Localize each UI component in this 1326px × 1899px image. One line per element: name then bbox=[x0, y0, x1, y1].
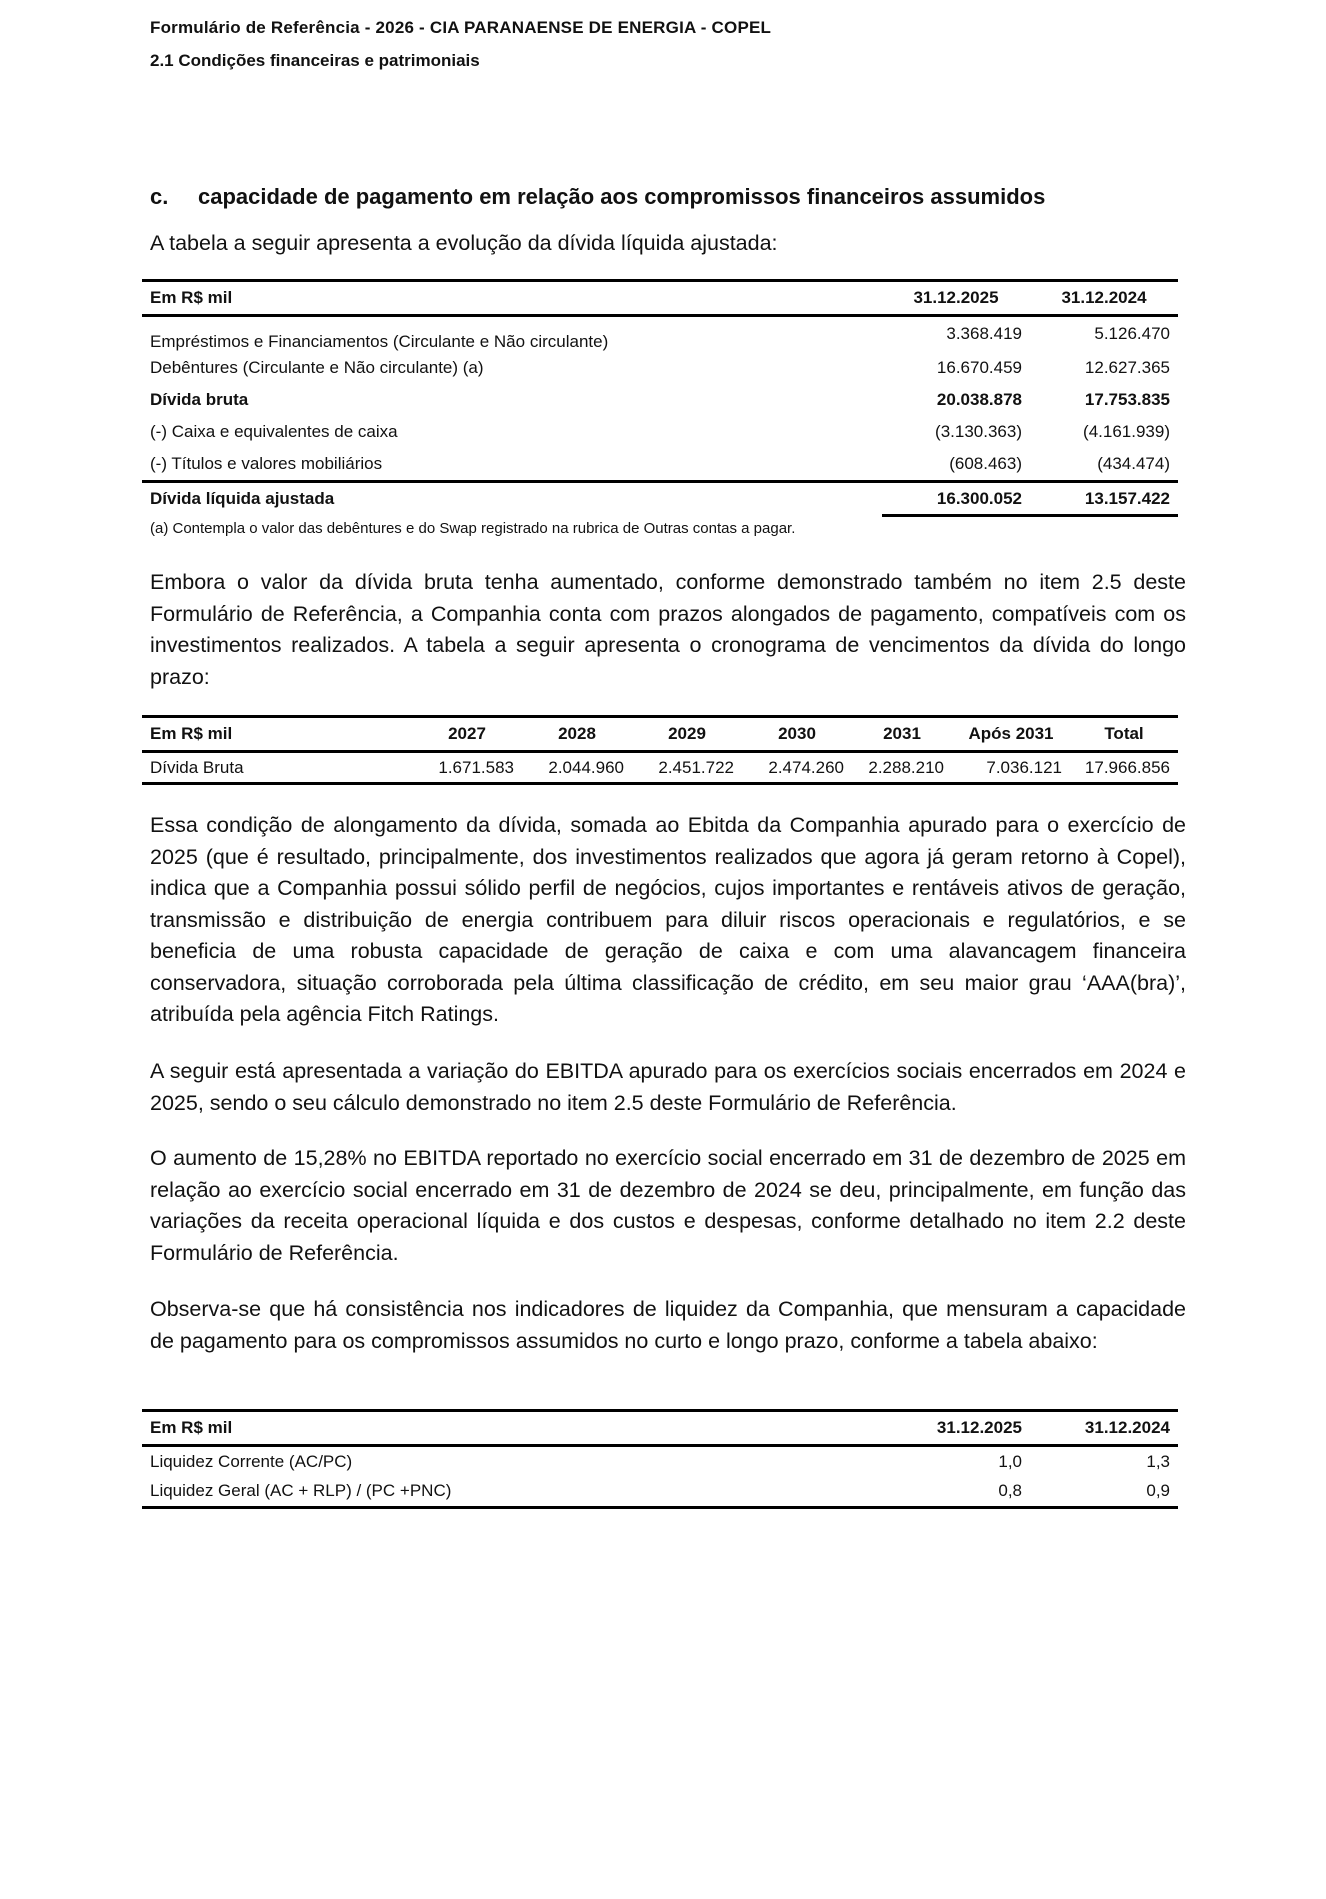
row-value-2024: (4.161.939) bbox=[1083, 421, 1170, 441]
row-label: Empréstimos e Financiamentos (Circulante e Não circulante) bbox=[150, 331, 609, 351]
maturity-header-2030: 2030 bbox=[742, 717, 852, 752]
row-value-2027: 1.671.583 bbox=[438, 757, 514, 777]
liquidity-table-header bbox=[142, 1411, 1178, 1446]
table-row-total bbox=[142, 482, 1178, 516]
section-heading bbox=[150, 184, 1045, 210]
debt-header-2025: 31.12.2025 bbox=[882, 281, 1030, 316]
liquidity-header-unit: Em R$ mil bbox=[142, 1411, 882, 1446]
row-value-2025: 16.300.052 bbox=[882, 482, 1030, 516]
table-row bbox=[142, 752, 1178, 784]
row-value-2031: 2.288.210 bbox=[868, 757, 944, 777]
table-row bbox=[142, 384, 1178, 416]
row-label: (-) Caixa e equivalentes de caixa bbox=[150, 421, 398, 441]
maturity-header-2027: 2027 bbox=[412, 717, 522, 752]
row-value-2025: 0,8 bbox=[998, 1481, 1022, 1501]
row-label: Dívida bruta bbox=[150, 389, 249, 409]
row-value-2029: 2.451.722 bbox=[658, 757, 734, 777]
section-letter: c. bbox=[150, 184, 169, 209]
row-label: Debêntures (Circulante e Não circulante) (a) bbox=[150, 357, 484, 377]
table-row bbox=[142, 1446, 1178, 1477]
table-row bbox=[142, 448, 1178, 482]
row-value-2024: 17.753.835 bbox=[1084, 389, 1170, 409]
row-value-2024: 13.157.422 bbox=[1030, 482, 1178, 516]
row-value-2028: 2.044.960 bbox=[548, 757, 624, 777]
debt-header-unit: Em R$ mil bbox=[142, 281, 882, 316]
document-header-section: 2.1 Condições financeiras e patrimoniais bbox=[150, 51, 480, 70]
debt-table-footnote: (a) Contempla o valor das debêntures e do Swap registrado na rubrica de Outras contas a pagar. bbox=[150, 520, 796, 537]
row-value-2024: 1,3 bbox=[1146, 1451, 1170, 1471]
row-label: Dívida líquida ajustada bbox=[150, 489, 335, 509]
paragraph-ebitda-variation: A seguir está apresentada a variação do EBITDA apurado para os exercícios sociais encerrados em 2024 e 2025, sendo o seu cálculo demonstrado no item 2.5 deste Formulário de Referência. bbox=[150, 1059, 1186, 1115]
paragraph-debt-profile: Essa condição de alongamento da dívida, somada ao Ebitda da Companhia apurado para o exercício de 2025 (que é resultado, principalmente, dos investimentos realizados que agora já geram retorno à Copel), indica que a Companhia possui sólido perfil de negócios, cujos importantes e rentáveis ativos de geração, transmissão e distribuição de energia contribuem para diluir riscos operacionais e regulatórios, e se beneficia de uma robusta capacidade de geração de caixa e com uma alavancagem financeira conservadora, situação corroborada pela última classificação de crédito, em seu maior grau ‘AAA(bra)’, atribuída pela agência Fitch Ratings. bbox=[150, 813, 1186, 1026]
maturity-header-total: Total bbox=[1070, 717, 1178, 752]
debt-table-header bbox=[142, 281, 1178, 316]
debt-header-2024: 31.12.2024 bbox=[1030, 281, 1178, 316]
maturity-header-2029: 2029 bbox=[632, 717, 742, 752]
row-value-after-2031: 7.036.121 bbox=[986, 757, 1062, 777]
row-value-2025: 16.670.459 bbox=[936, 357, 1022, 377]
maturity-header-unit: Em R$ mil bbox=[142, 717, 412, 752]
liquidity-header-2024: 31.12.2024 bbox=[1030, 1411, 1178, 1446]
paragraph-liquidity: Observa-se que há consistência nos indicadores de liquidez da Companhia, que mensuram a capacidade de pagamento para os compromissos assumidos no curto e longo prazo, conforme a tabela abaixo: bbox=[150, 1297, 1186, 1353]
row-label: (-) Títulos e valores mobiliários bbox=[150, 453, 383, 473]
paragraph-debt-maturity: Embora o valor da dívida bruta tenha aumentado, conforme demonstrado também no item 2.5 deste Formulário de Referência, a Companhia conta com prazos alongados de pagamento, compatíveis com os investimentos realizados. A tabela a seguir apresenta o cronograma de vencimentos da dívida do longo prazo: bbox=[150, 570, 1186, 689]
maturity-header-2028: 2028 bbox=[522, 717, 632, 752]
row-value-2025: 20.038.878 bbox=[936, 389, 1022, 409]
liquidity-table bbox=[142, 1409, 1178, 1509]
maturity-table bbox=[142, 715, 1178, 785]
row-label: Liquidez Corrente (AC/PC) bbox=[150, 1451, 353, 1471]
maturity-table-header bbox=[142, 717, 1178, 752]
row-label: Liquidez Geral (AC + RLP) / (PC +PNC) bbox=[150, 1481, 452, 1501]
intro-paragraph: A tabela a seguir apresenta a evolução da dívida líquida ajustada: bbox=[150, 231, 778, 255]
maturity-header-2031: 2031 bbox=[852, 717, 952, 752]
row-value-2024: 0,9 bbox=[1146, 1481, 1170, 1501]
table-row bbox=[142, 416, 1178, 448]
maturity-header-after-2031: Após 2031 bbox=[952, 717, 1070, 752]
row-label: Dívida Bruta bbox=[150, 757, 244, 777]
row-value-2025: (608.463) bbox=[949, 453, 1022, 473]
debt-table bbox=[142, 279, 1178, 517]
row-value-2024: 5.126.470 bbox=[1094, 324, 1170, 344]
paragraph-ebitda-increase: O aumento de 15,28% no EBITDA reportado no exercício social encerrado em 31 de dezembro de 2025 em relação ao exercício social encerrado em 31 de dezembro de 2024 se deu, principalmente, em função das variações da receita operacional líquida e dos custos e despesas, conforme detalhado no item 2.2 deste Formulário de Referência. bbox=[150, 1146, 1186, 1265]
table-row bbox=[142, 352, 1178, 384]
document-header-title: Formulário de Referência - 2026 - CIA PARANAENSE DE ENERGIA - COPEL bbox=[150, 18, 772, 37]
row-value-total: 17.966.856 bbox=[1084, 757, 1170, 777]
row-value-2025: (3.130.363) bbox=[935, 421, 1022, 441]
row-value-2025: 1,0 bbox=[998, 1451, 1022, 1471]
table-row bbox=[142, 316, 1178, 352]
table-row bbox=[142, 1477, 1178, 1508]
row-value-2025: 3.368.419 bbox=[946, 324, 1022, 344]
row-value-2030: 2.474.260 bbox=[768, 757, 844, 777]
section-title: capacidade de pagamento em relação aos compromissos financeiros assumidos bbox=[198, 184, 1046, 209]
liquidity-header-2025: 31.12.2025 bbox=[882, 1411, 1030, 1446]
row-value-2024: (434.474) bbox=[1097, 453, 1170, 473]
row-value-2024: 12.627.365 bbox=[1084, 357, 1170, 377]
